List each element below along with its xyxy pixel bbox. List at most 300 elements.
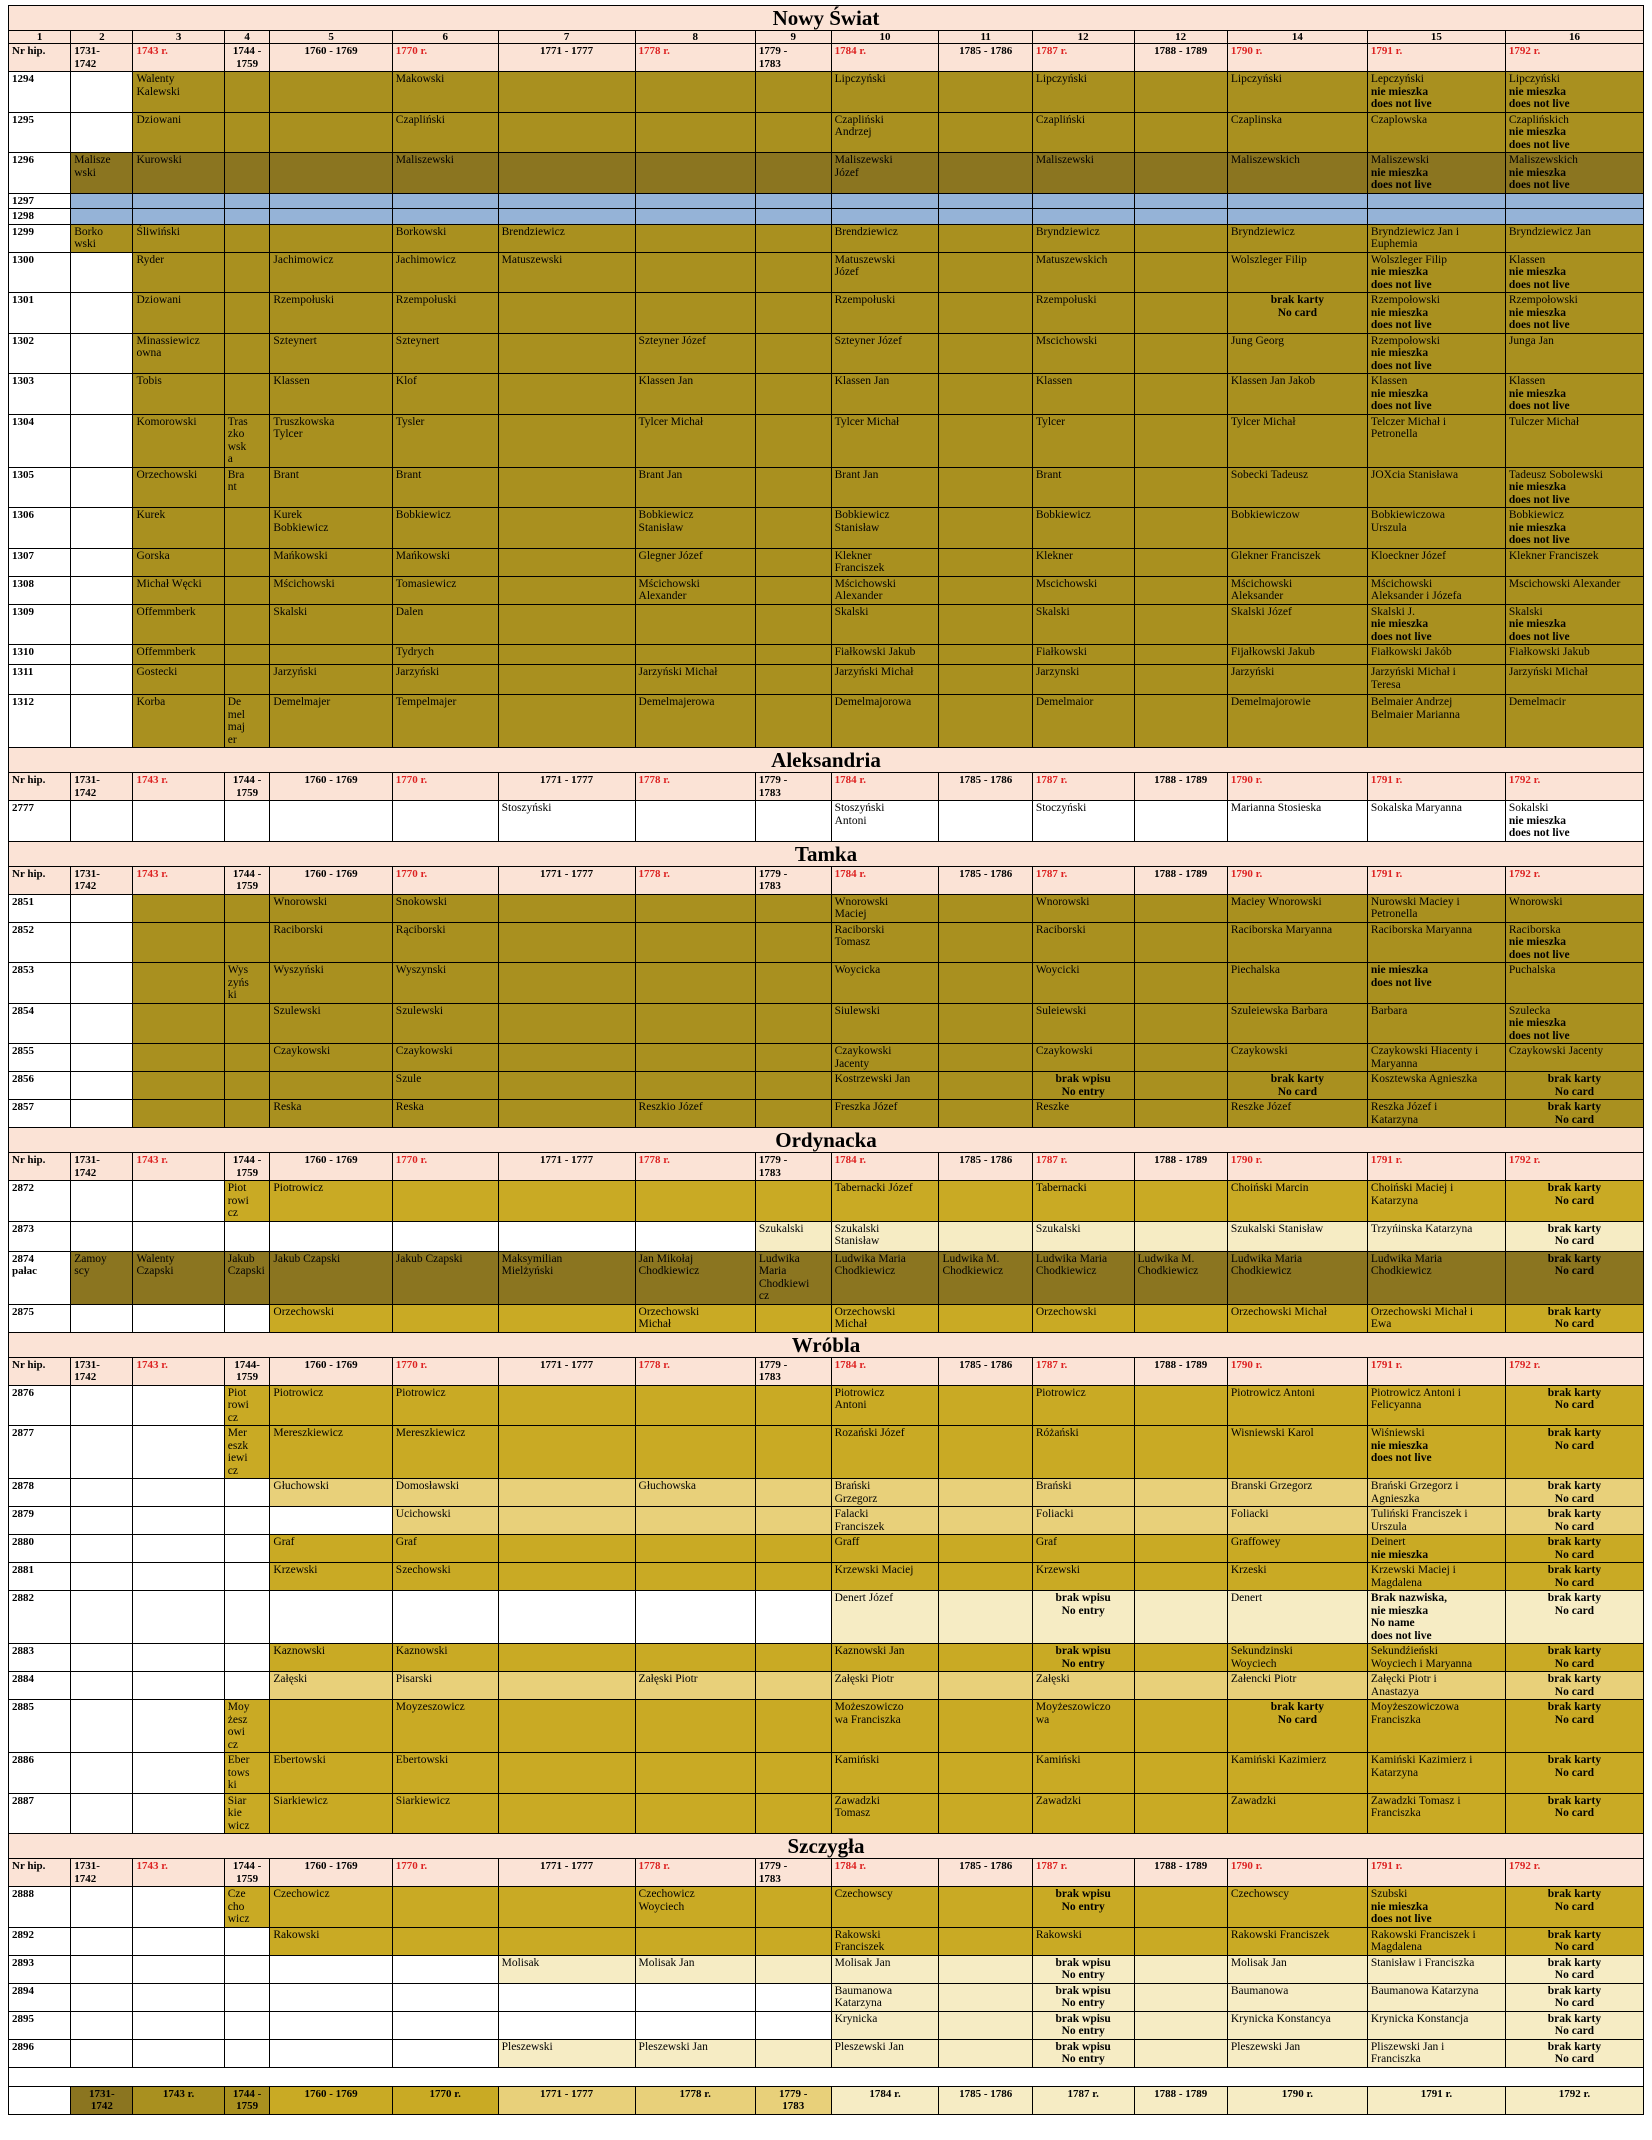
owner-cell: Jarzyński Michał: [1505, 665, 1643, 695]
owner-cell: [392, 1304, 498, 1332]
plot-number: 1303: [9, 374, 71, 415]
owner-cell: [1505, 1753, 1643, 1794]
owner-cell: Siarkiewicz: [270, 1793, 392, 1834]
owner-cell: Szulewski: [270, 1003, 392, 1044]
owner-cell: [224, 374, 270, 415]
owner-cell: Krynicka Konstancja: [1367, 2011, 1505, 2039]
owner-cell: Mereszkiewicz: [392, 1426, 498, 1479]
owner-cell: [755, 963, 831, 1004]
plot-number: 1309: [9, 604, 71, 645]
cell-note: brak karty: [1547, 2040, 1602, 2053]
legend-period: 1790 r.: [1227, 2086, 1367, 2114]
owner-cell: Wisniewski Karol: [1227, 1426, 1367, 1479]
owner-cell: [1134, 508, 1227, 549]
owner-cell: Rozański Józef: [831, 1426, 939, 1479]
owner-cell: [1134, 153, 1227, 194]
owner-cell: [1505, 1563, 1643, 1591]
owner-cell: Maliszewskich nie mieszka does not live: [1505, 153, 1643, 194]
cell-note: does not live: [1508, 534, 1570, 546]
plot-number: 1311: [9, 665, 71, 695]
cell-note: No card: [1554, 1900, 1595, 1913]
owner-cell: Reska: [392, 1100, 498, 1128]
table-row: [9, 112, 1644, 153]
empty-cell: [939, 193, 1032, 209]
owner-cell: Pleszewski Jan: [1227, 2039, 1367, 2067]
owner-cell: [71, 72, 133, 113]
cell-note: brak karty: [1547, 1182, 1602, 1194]
owner-cell: [71, 1304, 133, 1332]
owner-cell: [133, 1221, 224, 1251]
plot-number: 1302: [9, 333, 71, 374]
owner-cell: [635, 1221, 755, 1251]
owner-cell: Graf: [1032, 1535, 1134, 1563]
column-number: 2: [71, 31, 133, 44]
owner-cell: [224, 1072, 270, 1100]
owner-cell: Maliszewski: [1032, 153, 1134, 194]
owner-cell: [939, 252, 1032, 293]
table-row: [9, 1221, 1644, 1251]
owner-cell: [71, 293, 133, 334]
owner-cell: [392, 2039, 498, 2067]
empty-cell: [831, 209, 939, 225]
plot-number: 1308: [9, 576, 71, 604]
owner-cell: [224, 1955, 270, 1983]
cell-note: does not live: [1370, 1913, 1432, 1925]
owner-cell: Czaykowski: [1032, 1044, 1134, 1072]
owner-cell: [755, 1927, 831, 1955]
table-row: [9, 645, 1644, 665]
plot-number: 1301: [9, 293, 71, 334]
owner-cell: [133, 1955, 224, 1983]
owner-cell: [224, 1591, 270, 1644]
owner-cell: Ludwika M. Chodkiewicz: [939, 1251, 1032, 1304]
owner-cell: Eber tows ki: [224, 1753, 270, 1794]
owner-cell: Szechowski: [392, 1563, 498, 1591]
owner-cell: [755, 576, 831, 604]
owner-cell: [755, 1887, 831, 1928]
header-row: [9, 1357, 1644, 1385]
owner-cell: [939, 1591, 1032, 1644]
owner-cell: [635, 963, 755, 1004]
owner-cell: Baumanowa Katarzyna: [1367, 1983, 1505, 2011]
owner-cell: Moy żesz owi cz: [224, 1700, 270, 1753]
owner-cell: Nurowski Maciey i Petronella: [1367, 894, 1505, 922]
owner-cell: [71, 374, 133, 415]
plot-number: 2881: [9, 1563, 71, 1591]
owner-cell: [939, 1221, 1032, 1251]
owner-cell: [71, 112, 133, 153]
owner-cell: Tabernacki: [1032, 1181, 1134, 1222]
owner-cell: [498, 548, 635, 576]
owner-cell: [755, 1535, 831, 1563]
header-cell: 1760 - 1769: [270, 773, 392, 801]
header-cell: 1785 - 1786: [939, 1357, 1032, 1385]
owner-cell: [755, 1100, 831, 1128]
owner-cell: Kurowski: [133, 153, 224, 194]
owner-cell: [635, 1181, 755, 1222]
cell-note: brak karty: [1547, 1701, 1602, 1713]
owner-cell: [939, 1181, 1032, 1222]
cell-note: nie mieszka: [1370, 85, 1429, 98]
owner-cell: Lepczyński nie mieszka does not live: [1367, 72, 1505, 113]
owner-cell: Fijałkowski Jakub: [1227, 645, 1367, 665]
owner-cell: [224, 665, 270, 695]
owner-cell: [1032, 1983, 1134, 2011]
owner-cell: Fiałkowski Jakub: [1505, 645, 1643, 665]
owner-cell: [71, 508, 133, 549]
owner-cell: Kamiński Kazimierz: [1227, 1753, 1367, 1794]
owner-cell: Tadeusz Sobolewski nie mieszka does not live: [1505, 467, 1643, 508]
owner-cell: Wnorowski: [270, 894, 392, 922]
table-row: [9, 1955, 1644, 1983]
owner-cell: [224, 576, 270, 604]
plot-number: 2872: [9, 1181, 71, 1222]
header-cell: 1785 - 1786: [939, 1859, 1032, 1887]
owner-cell: Graff: [831, 1535, 939, 1563]
owner-cell: Brański: [1032, 1479, 1134, 1507]
owner-cell: [635, 1753, 755, 1794]
owner-cell: Reska: [270, 1100, 392, 1128]
owner-cell: [635, 112, 755, 153]
owner-cell: Jakub Czapski: [270, 1251, 392, 1304]
owner-cell: [270, 112, 392, 153]
owner-cell: [1134, 1221, 1227, 1251]
owner-cell: Maciey Wnorowski: [1227, 894, 1367, 922]
owner-cell: [755, 112, 831, 153]
owner-cell: [71, 695, 133, 748]
owner-cell: [635, 224, 755, 252]
owner-cell: [1505, 1251, 1643, 1304]
owner-cell: [1134, 1672, 1227, 1700]
owner-cell: [755, 414, 831, 467]
owner-cell: [939, 1426, 1032, 1479]
plot-number: 2855: [9, 1044, 71, 1072]
owner-cell: Demelmajer: [270, 695, 392, 748]
owner-cell: [1134, 1955, 1227, 1983]
owner-cell: Zawadzki: [1227, 1793, 1367, 1834]
owner-cell: Marianna Stosieska: [1227, 801, 1367, 842]
owner-cell: [755, 1793, 831, 1834]
table-row: [9, 72, 1644, 113]
owner-cell: Tobis: [133, 374, 224, 415]
owner-cell: [1227, 1700, 1367, 1753]
owner-cell: [939, 1100, 1032, 1128]
owner-cell: [224, 548, 270, 576]
owner-cell: Czaykowski Jacenty: [1505, 1044, 1643, 1072]
owner-cell: Lipczyński nie mieszka does not live: [1505, 72, 1643, 113]
plot-number: 2851: [9, 894, 71, 922]
owner-cell: [1134, 1304, 1227, 1332]
plot-number: 2777: [9, 801, 71, 842]
owner-cell: Maksymilian Mielżyński: [498, 1251, 635, 1304]
owner-cell: [224, 645, 270, 665]
owner-cell: [1134, 1793, 1227, 1834]
header-cell: Nr hip.: [9, 44, 71, 72]
owner-cell: [71, 963, 133, 1004]
empty-cell: [1367, 209, 1505, 225]
header-cell: 1778 r.: [635, 1859, 755, 1887]
table-row: [9, 293, 1644, 334]
owner-cell: [133, 1563, 224, 1591]
header-cell: 1791 r.: [1367, 1859, 1505, 1887]
owner-cell: [498, 153, 635, 194]
header-cell: 1760 - 1769: [270, 866, 392, 894]
legend-period: 1785 - 1786: [939, 2086, 1032, 2114]
owner-cell: [133, 1479, 224, 1507]
header-row: [9, 44, 1644, 72]
owner-cell: Jachimowicz: [392, 252, 498, 293]
owner-cell: Kloeckner Józef: [1367, 548, 1505, 576]
cell-note: does not live: [1508, 1029, 1570, 1042]
legend-period: 1731- 1742: [71, 2086, 133, 2114]
owner-cell: [939, 1507, 1032, 1535]
owner-cell: [71, 1700, 133, 1753]
owner-cell: Siar kie wicz: [224, 1793, 270, 1834]
owner-cell: [635, 1644, 755, 1672]
empty-cell: [392, 209, 498, 225]
owner-cell: [635, 72, 755, 113]
cell-note: brak wpisu: [1055, 1888, 1111, 1900]
header-cell: 1731- 1742: [71, 1859, 133, 1887]
owner-cell: [1134, 1983, 1227, 2011]
cell-note: nie mieszka: [1508, 306, 1567, 319]
cell-note: No card: [1554, 1807, 1595, 1819]
owner-cell: [1134, 2039, 1227, 2067]
owner-cell: [755, 645, 831, 665]
owner-cell: [71, 1887, 133, 1928]
owner-cell: Makowski: [392, 72, 498, 113]
owner-cell: [498, 922, 635, 963]
table-row: [9, 1644, 1644, 1672]
owner-cell: Brendziewicz: [831, 224, 939, 252]
owner-cell: Czaykowski: [392, 1044, 498, 1072]
header-cell: 1792 r.: [1505, 44, 1643, 72]
cell-note: does not live: [1508, 138, 1570, 151]
owner-cell: Szule: [392, 1072, 498, 1100]
owner-cell: [635, 1072, 755, 1100]
owner-cell: Reszka Józef i Katarzyna: [1367, 1100, 1505, 1128]
owner-cell: Offemmberk: [133, 604, 224, 645]
owner-cell: [392, 801, 498, 842]
owner-cell: [635, 2011, 755, 2039]
owner-cell: Klassen Jan: [831, 374, 939, 415]
owner-cell: [71, 1044, 133, 1072]
header-cell: 1784 r.: [831, 44, 939, 72]
owner-cell: Mscichowski: [1032, 333, 1134, 374]
owner-cell: [224, 1100, 270, 1128]
cell-note: brak wpisu: [1055, 2012, 1111, 2025]
owner-cell: Klassen nie mieszka does not live: [1367, 374, 1505, 415]
table-row: [9, 894, 1644, 922]
owner-cell: [1134, 1479, 1227, 1507]
owner-cell: Branski Grzegorz: [1227, 1479, 1367, 1507]
owner-cell: Dziowani: [133, 293, 224, 334]
cell-note: No card: [1554, 1235, 1595, 1247]
table-row: [9, 801, 1644, 842]
owner-cell: [392, 1955, 498, 1983]
owner-cell: Piot rowi cz: [224, 1385, 270, 1426]
column-number: 14: [1227, 31, 1367, 44]
header-cell: 1790 r.: [1227, 1859, 1367, 1887]
owner-cell: Rakowski Franciszek i Magdalena: [1367, 1927, 1505, 1955]
owner-cell: Czapliński Andrzej: [831, 112, 939, 153]
empty-cell: [71, 193, 133, 209]
owner-cell: Ebertowski: [270, 1753, 392, 1794]
header-cell: Nr hip.: [9, 773, 71, 801]
owner-cell: Demelmaior: [1032, 695, 1134, 748]
owner-cell: [71, 1507, 133, 1535]
owner-cell: Lipczyński: [831, 72, 939, 113]
header-cell: 1784 r.: [831, 866, 939, 894]
cell-note: brak karty: [1547, 1564, 1602, 1576]
owner-cell: [498, 1793, 635, 1834]
owner-cell: [635, 293, 755, 334]
column-number: 11: [939, 31, 1032, 44]
owner-cell: Michał Węcki: [133, 576, 224, 604]
owner-cell: [1505, 1181, 1643, 1222]
owner-cell: Bobkiewicz Stanisław: [635, 508, 755, 549]
cell-note: No card: [1554, 1576, 1595, 1589]
owner-cell: [755, 1426, 831, 1479]
plot-number: 1310: [9, 645, 71, 665]
owner-cell: Kosztewska Agnieszka: [1367, 1072, 1505, 1100]
owner-cell: [939, 1044, 1032, 1072]
cell-note: No card: [1554, 2025, 1595, 2037]
header-cell: 1784 r.: [831, 773, 939, 801]
section-title-row: [9, 1128, 1644, 1153]
owner-cell: Bobkiewicz: [1032, 508, 1134, 549]
owner-cell: Skalski nie mieszka does not live: [1505, 604, 1643, 645]
owner-cell: Kamiński: [831, 1753, 939, 1794]
owner-cell: Klassen Jan: [635, 374, 755, 415]
header-cell: 1788 - 1789: [1134, 866, 1227, 894]
section-title-row: [9, 841, 1644, 866]
owner-cell: Demelmajerowa: [635, 695, 755, 748]
owner-cell: [939, 695, 1032, 748]
plot-number: 2888: [9, 1887, 71, 1928]
owner-cell: Kamiński: [1032, 1753, 1134, 1794]
owner-cell: Załęcki Piotr i Anastazya: [1367, 1672, 1505, 1700]
cell-note: brak wpisu: [1055, 1592, 1111, 1604]
owner-cell: [224, 1304, 270, 1332]
owner-cell: [1032, 1644, 1134, 1672]
owner-cell: [224, 1983, 270, 2011]
header-cell: 1791 r.: [1367, 773, 1505, 801]
owner-cell: Maliszewskich: [1227, 153, 1367, 194]
owner-cell: [498, 1044, 635, 1072]
section-title-row: [9, 1834, 1644, 1859]
table-row: [9, 665, 1644, 695]
owner-cell: [133, 1983, 224, 2011]
plot-number: 1295: [9, 112, 71, 153]
owner-cell: [1134, 333, 1227, 374]
table-row: [9, 1304, 1644, 1332]
owner-cell: [939, 1563, 1032, 1591]
owner-cell: Szulecka nie mieszka does not live: [1505, 1003, 1643, 1044]
owner-cell: [939, 1793, 1032, 1834]
owner-cell: Rzempołuski: [1032, 293, 1134, 334]
owner-cell: Borkowski: [392, 224, 498, 252]
owner-cell: [71, 604, 133, 645]
owner-cell: Kurek Bobkiewicz: [270, 508, 392, 549]
owner-cell: Mścichowski Aleksander i Józefa: [1367, 576, 1505, 604]
owner-cell: Rzempołuski: [392, 293, 498, 334]
owner-cell: Mscichowski: [1032, 576, 1134, 604]
table-row: [9, 1753, 1644, 1794]
owner-cell: [939, 576, 1032, 604]
owner-cell: [1134, 963, 1227, 1004]
cell-note: nie mieszka: [1370, 1548, 1429, 1561]
header-cell: 1779 - 1783: [755, 1859, 831, 1887]
owner-cell: [939, 467, 1032, 508]
owner-cell: [133, 1426, 224, 1479]
owner-cell: Orzechowski: [1032, 1304, 1134, 1332]
header-cell: 1787 r.: [1032, 44, 1134, 72]
owner-cell: Brant Jan: [635, 467, 755, 508]
cell-note: does not live: [1508, 400, 1570, 412]
owner-cell: [133, 1644, 224, 1672]
owner-cell: Bobkiewicz: [392, 508, 498, 549]
header-cell: 1744 - 1759: [224, 773, 270, 801]
cell-note: nie mieszka: [1370, 306, 1429, 319]
owner-cell: [755, 224, 831, 252]
owner-cell: Molisak: [498, 1955, 635, 1983]
owner-cell: Woycicka: [831, 963, 939, 1004]
owner-cell: Głuchowski: [270, 1479, 392, 1507]
header-cell: Nr hip.: [9, 1357, 71, 1385]
cell-note: nie mieszka: [1370, 618, 1429, 630]
owner-cell: [224, 1507, 270, 1535]
owner-cell: Freszka Józef: [831, 1100, 939, 1128]
owner-cell: [755, 1563, 831, 1591]
owner-cell: Bryndziewicz: [1227, 224, 1367, 252]
owner-cell: Tempelmajer: [392, 695, 498, 748]
owner-cell: Klassen nie mieszka does not live: [1505, 252, 1643, 293]
owner-cell: Wnorowski: [1505, 894, 1643, 922]
owner-cell: [635, 1535, 755, 1563]
table-row: [9, 1887, 1644, 1928]
empty-cell: [1505, 193, 1643, 209]
owner-cell: Czaykowski Hiacenty i Maryanna: [1367, 1044, 1505, 1072]
owner-cell: [498, 1426, 635, 1479]
owner-cell: Krzewski Maciej i Magdalena: [1367, 1563, 1505, 1591]
plot-number: 2877: [9, 1426, 71, 1479]
table-row: [9, 548, 1644, 576]
owner-cell: Junga Jan: [1505, 333, 1643, 374]
cell-note: nie mieszka: [1370, 387, 1429, 400]
owner-cell: [939, 548, 1032, 576]
owner-cell: Demelmajorowa: [831, 695, 939, 748]
owner-cell: [224, 1672, 270, 1700]
plot-number: 2894: [9, 1983, 71, 2011]
owner-cell: Czaykowski: [1227, 1044, 1367, 1072]
owner-cell: Ludwika M. Chodkiewicz: [1134, 1251, 1227, 1304]
owner-cell: Snokowski: [392, 894, 498, 922]
owner-cell: [71, 801, 133, 842]
owner-cell: Jarzyński: [1227, 665, 1367, 695]
owner-cell: Lipczyński: [1032, 72, 1134, 113]
cell-note: brak karty: [1547, 1928, 1602, 1941]
owner-cell: [392, 1927, 498, 1955]
owner-cell: Bobkiewicz Stanisław: [831, 508, 939, 549]
owner-cell: [755, 1003, 831, 1044]
owner-cell: Rzempołowski nie mieszka does not live: [1505, 293, 1643, 334]
legend-period: 1779 - 1783: [755, 2086, 831, 2114]
header-cell: 1760 - 1769: [270, 1859, 392, 1887]
owner-cell: Zawadzki Tomasz i Franciszka: [1367, 1793, 1505, 1834]
owner-cell: [635, 801, 755, 842]
owner-cell: [635, 645, 755, 665]
